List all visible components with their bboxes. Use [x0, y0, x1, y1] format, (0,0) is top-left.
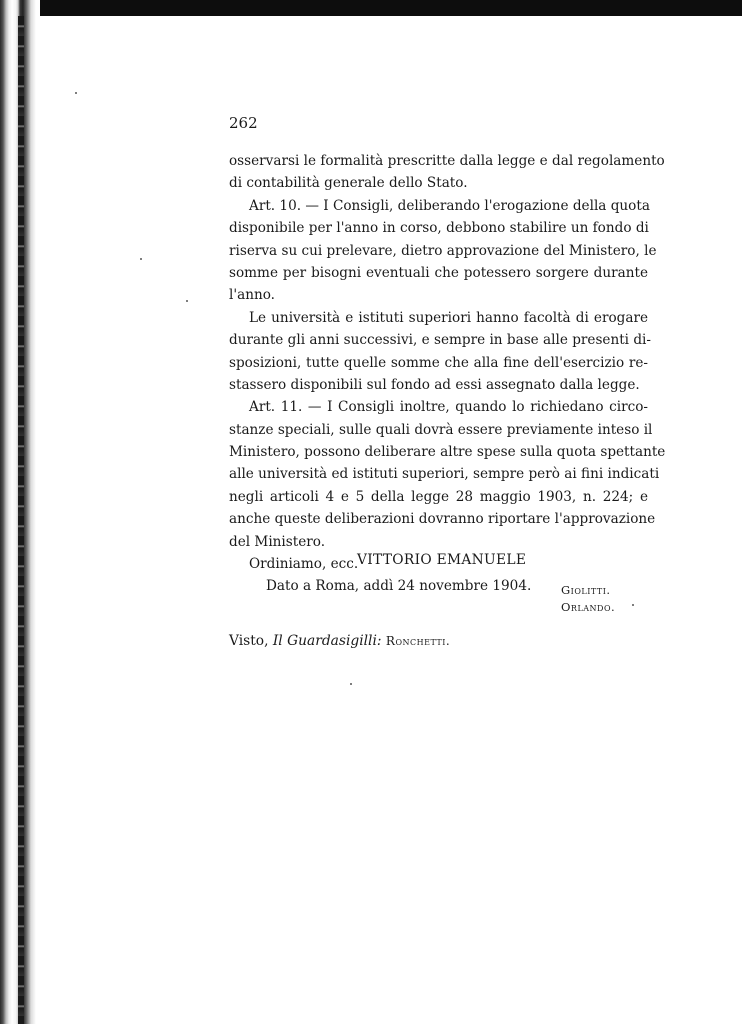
scan-top-edge — [0, 0, 742, 16]
text-line: disponibile per l'anno in corso, debbono stabilire un fondo di — [229, 220, 649, 237]
text-line: l'anno. — [229, 287, 275, 304]
minister-signature: Giolitti. — [561, 583, 611, 597]
text-line: Ministero, possono deliberare altre spese sulla quota spettante — [229, 444, 666, 461]
text-line: Art. 11. — I Consigli inoltre, quando lo richiedano circo- — [249, 399, 648, 416]
text-line: sposizioni, tutte quelle somme che alla fine dell'esercizio re- — [229, 354, 648, 371]
guardasigilli-title: Il Guardasigilli: — [272, 633, 382, 649]
guardasigilli-name: Ronchetti. — [385, 634, 451, 648]
king-signature: VITTORIO EMANUELE — [357, 552, 527, 568]
text-line: somme per bisogni eventuali che potessero sorgere durante — [229, 264, 648, 281]
scan-speck — [350, 683, 352, 685]
text-line: del Ministero. — [229, 533, 326, 550]
scan-speck — [140, 258, 142, 260]
text-line: riserva su cui prelevare, dietro approvazione del Ministero, le — [229, 242, 657, 259]
visto-prefix: Visto, — [229, 633, 273, 649]
text-line: Art. 10. — I Consigli, deliberando l'erogazione della quota — [249, 197, 650, 214]
text-line: negli articoli 4 e 5 della legge 28 maggio 1903, n. 224; e — [229, 488, 648, 505]
closing-formula: Ordiniamo, ecc. — [249, 556, 359, 573]
text-line: di contabilità generale dello Stato. — [229, 175, 468, 192]
scan-speck — [632, 604, 634, 606]
text-line: Le università e istituti superiori hanno facoltà di erogare — [249, 309, 648, 326]
document-body — [229, 150, 666, 598]
visto-line — [229, 633, 450, 649]
text-line: osservarsi le formalità prescritte dalla legge e dal regolamento — [229, 153, 665, 169]
text-line: alle università ed istituti superiori, sempre però ai fini indicati — [229, 466, 660, 483]
minister-signature: Orlando. — [561, 600, 616, 614]
date-line: Dato a Roma, addì 24 novembre 1904. — [266, 578, 532, 595]
text-line: stassero disponibili sul fondo ad essi assegnato dalla legge. — [229, 376, 640, 393]
text-line: durante gli anni successivi, e sempre in base alle presenti di- — [229, 332, 651, 349]
page-number: 262 — [229, 114, 258, 132]
text-line: stanze speciali, sulle quali dovrà essere previamente inteso il — [229, 421, 653, 438]
scan-speck — [186, 300, 188, 302]
book-binding-edge — [0, 0, 40, 1024]
scan-speck — [75, 92, 77, 94]
text-line: anche queste deliberazioni dovranno riportare l'approvazione — [229, 511, 656, 528]
